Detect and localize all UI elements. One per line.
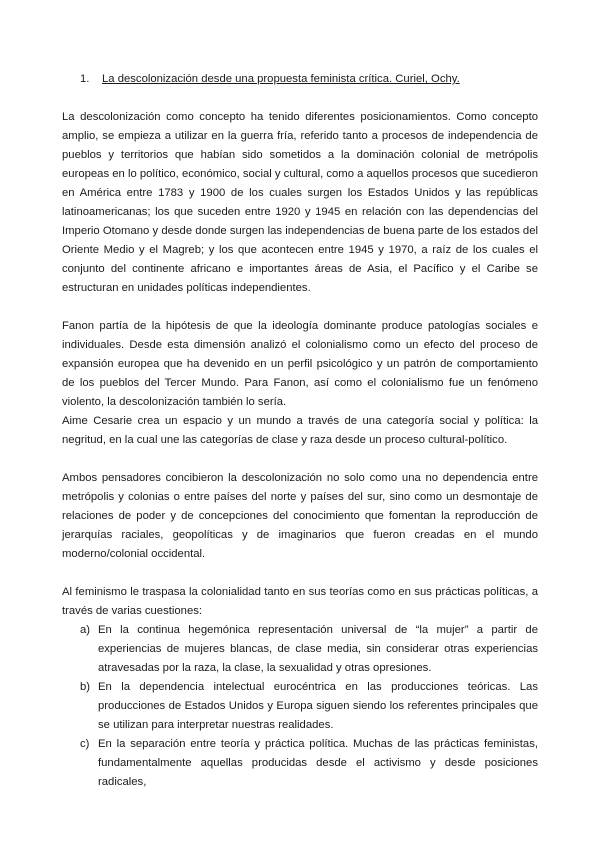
list-marker: c) <box>80 738 90 750</box>
paragraph-decolonization-concept: La descolonización como concepto ha tenido diferentes posicionamientos. Como concepto amplio, se empieza a utilizar en la guerra fría, referido tanto a procesos de independencia de pueblos y territorios que habían sido sometidos a la dominación colonial de metrópolis europeas en lo político, económico, social y cultural, como a aquellos procesos que sucedieron en América entre 1783 y 1900 de los cuales surgen los Estados Unidos y las repúblicas latinoamericanas; los que suceden entre 1920 y 1945 en relación con las dependencias del Imperio Otomano y desde donde surgen las independencias de buena parte de los estados del Oriente Medio y el Magreb; y los que acontecen entre 1945 y 1970, a raíz de los cuales el conjunto del continente africano e importantes áreas de Asia, el Pacífico y el Caribe se estructuran en unidades políticas independientes. <box>62 111 538 294</box>
feminism-issues-list <box>62 621 538 792</box>
paragraph-both-thinkers: Ambos pensadores concibieron la descolonización no solo como una no dependencia entre metrópolis y colonias o entre países del norte y países del sur, sino como un desmontaje de relaciones de poder y de concepciones del conocimiento que fomentan la reproducción de jerarquías raciales, geopolíticas y de imaginarios que fueron creadas en el mundo moderno/colonial occidental. <box>62 472 538 560</box>
list-item <box>80 621 538 678</box>
paragraph-cesaire: Aime Cesarie crea un espacio y un mundo a través de una categoría social y política: la negritud, en la cual une las categorías de clase y raza desde un proceso cultural-político. <box>62 415 538 446</box>
heading-title: La descolonización desde una propuesta feminista crítica. Curiel, Ochy. <box>102 73 460 85</box>
list-item-text: En la continua hegemónica representación universal de “la mujer” a partir de experiencias de mujeres blancas, de clase media, sin considerar otras experiencias atravesadas por la raza, la clase, la sexualidad y otras opresiones. <box>98 624 538 674</box>
paragraph-fanon: Fanon partía de la hipótesis de que la ideología dominante produce patologías sociales e individuales. Desde esta dimensión analizó el colonialismo como un efecto del proceso de expansión europea que ha devenido en un perfil psicológico y un patrón de comportamiento de los pueblos del Tercer Mundo. Para Fanon, así como el colonialismo fue un fenómeno violento, la descolonización también lo sería. <box>62 320 538 408</box>
list-item <box>80 735 538 792</box>
list-item-text: En la separación entre teoría y práctica política. Muchas de las prácticas feministas, fundamentalmente aquellas producidas desde el activismo y desde posiciones radicales, <box>98 738 538 788</box>
section-heading <box>80 70 538 89</box>
heading-number: 1. <box>80 73 90 85</box>
list-marker: b) <box>80 681 91 693</box>
list-item <box>80 678 538 735</box>
list-item-text: En la dependencia intelectual eurocéntrica en las producciones teóricas. Las producciones de Estados Unidos y Europa siguen siendo los referentes principales que se utilizan para interpretar nuestras realidades. <box>98 681 538 731</box>
list-marker: a) <box>80 624 91 636</box>
paragraph-feminism-intro: Al feminismo le traspasa la colonialidad tanto en sus teorías como en sus prácticas políticas, a través de varias cuestiones: <box>62 586 538 617</box>
